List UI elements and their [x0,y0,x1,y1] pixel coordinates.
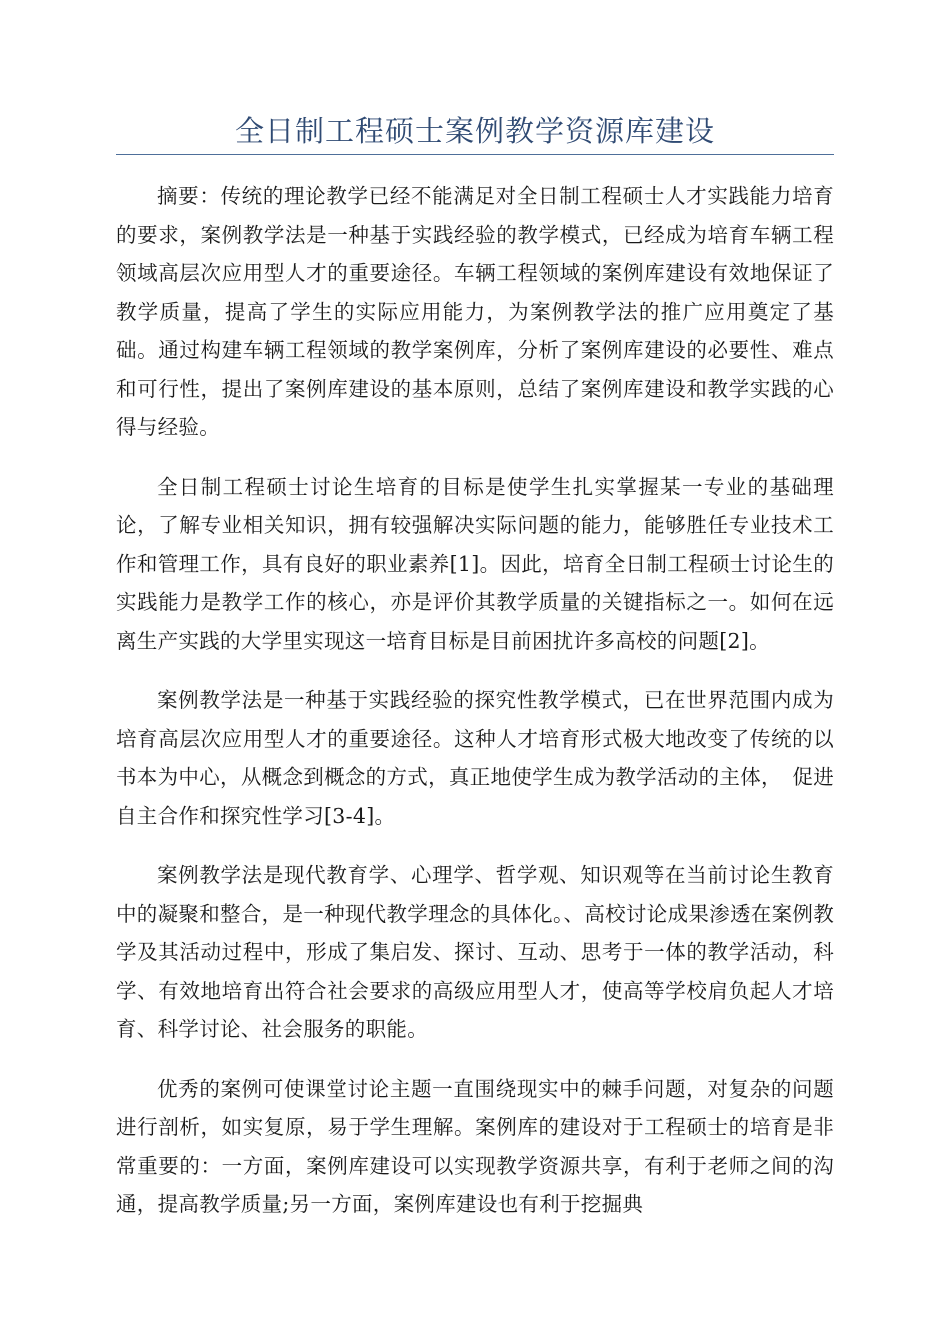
document-title: 全日制工程硕士案例教学资源库建设 [234,114,715,148]
body-paragraph: 优秀的案例可使课堂讨论主题一直围绕现实中的棘手问题，对复杂的问题进行剖析，如实复原，易于学生理解。案例库的建设对于工程硕士的培育是非常重要的：一方面，案例库建设可以实现教学资源共享，有利于老师之间的沟通，提高教学质量;另一方面，案例库建设也有利于挖掘典 [116,1076,834,1216]
body-paragraph: 案例教学法是一种基于实践经验的探究性教学模式，已在世界范围内成为培育高层次应用型人才的重要途径。这种人才培育形式极大地改变了传统的以书本为中心，从概念到概念的方式，真正地使学生成为教学活动的主体， 促进自主合作和探究性学习[3-4]。 [116,688,834,828]
abstract-paragraph: 摘要：传统的理论教学已经不能满足对全日制工程硕士人才实践能力培育的要求，案例教学法是一种基于实践经验的教学模式，已经成为培育车辆工程领域高层次应用型人才的重要途径。车辆工程领域的案例库建设有效地保证了教学质量，提高了学生的实际应用能力，为案例教学法的推广应用奠定了基础。通过构建车辆工程领域的教学案例库，分析了案例库建设的必要性、难点和可行性，提出了案例库建设的基本原则，总结了案例库建设和教学实践的心得与经验。 [116,184,834,439]
body-paragraph: 全日制工程硕士讨论生培育的目标是使学生扎实掌握某一专业的基础理论，了解专业相关知识，拥有较强解决实际问题的能力，能够胜任专业技术工作和管理工作，具有良好的职业素养[1]。因此，培育全日制工程硕士讨论生的实践能力是教学工作的核心，亦是评价其教学质量的关键指标之一。如何在远离生产实践的大学里实现这一培育目标是目前困扰许多高校的问题[2]。 [116,474,834,653]
body-paragraph: 案例教学法是现代教育学、心理学、哲学观、知识观等在当前讨论生教育中的凝聚和整合，是一种现代教学理念的具体化。、高校讨论成果渗透在案例教学及其活动过程中，形成了集启发、探讨、互动、思考于一体的教学活动，科学、有效地培育出符合社会要求的高级应用型人才，使高等学校肩负起人才培育、科学讨论、社会服务的职能。 [116,863,834,1041]
title-underline [116,154,834,155]
document-page [116,108,834,1245]
